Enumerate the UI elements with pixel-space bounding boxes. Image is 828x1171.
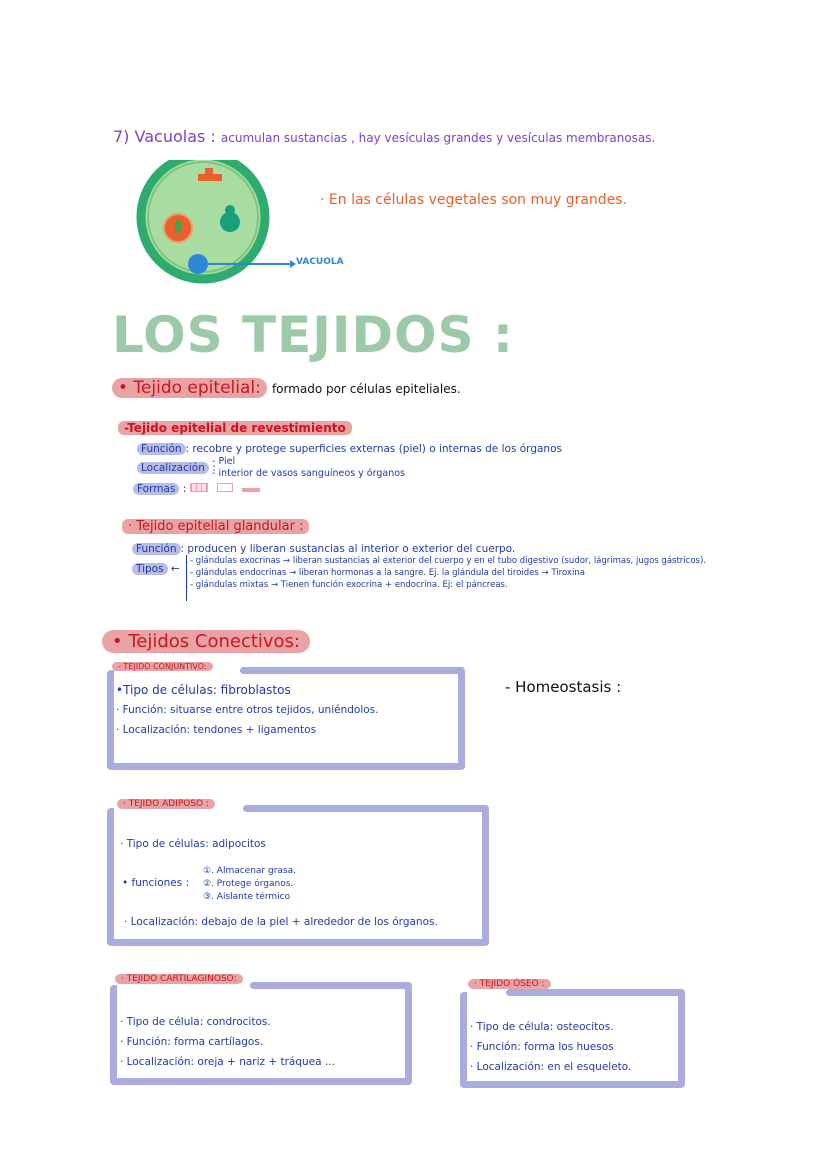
list-item: ①. Almacenar grasa. xyxy=(203,866,296,876)
vacuolas-desc: acumulan sustancias , hay vesículas grandes y vesículas membranosas. xyxy=(220,131,656,145)
cell-shape-icon xyxy=(190,483,208,492)
list-item: ②. Protege órganos. xyxy=(203,879,294,889)
epitelial-title: • Tejido epitelial: xyxy=(112,378,267,398)
adiposo-funciones-label: • funciones : xyxy=(122,877,190,889)
funcion-label: Función xyxy=(132,543,181,555)
oseo-title: · TEJIDO ÓSEO : xyxy=(468,979,551,989)
loc-item: - interior de vasos sanguíneos y órganos xyxy=(212,468,405,479)
epitelial-heading xyxy=(112,378,461,398)
list-item: ③. Aislante térmico xyxy=(203,892,291,902)
vacuola-icon xyxy=(188,254,208,274)
tipo-item: - glándulas exocrinas → liberan sustancias al exterior del cuerpo y en el tubo digestivo (sudor, lágrimas, jugos gástricos). xyxy=(190,556,706,566)
cell-shape-icon xyxy=(217,483,233,492)
adiposo-localizacion: · Localización: debajo de la piel + alrededor de los órganos. xyxy=(124,916,438,928)
revestimiento-funcion xyxy=(137,443,562,455)
vacuolas-note: · En las células vegetales son muy grandes. xyxy=(320,192,628,208)
oseo-list xyxy=(470,1017,631,1077)
plant-cell-diagram xyxy=(130,160,350,290)
epitelial-desc: formado por células epiteliales. xyxy=(271,382,461,396)
adiposo-funciones xyxy=(203,865,296,904)
localizacion-label: Localización xyxy=(137,462,209,474)
tipo-item: - glándulas endocrinas → liberan hormonas a la sangre. Ej. la glándula del tiroides → Tiroxina xyxy=(190,568,585,578)
tipo-item: - glándulas mixtas → Tienen función exocrina + endocrina. Ej: el páncreas. xyxy=(190,580,508,590)
list-item: · Función: forma cartílagos. xyxy=(120,1036,264,1048)
conectivos-title: • Tejidos Conectivos: xyxy=(102,630,310,653)
glandular-funcion xyxy=(132,543,515,555)
list-item: · Localización: tendones + ligamentos xyxy=(116,724,317,736)
cell-shape-icon xyxy=(242,488,260,492)
vacuolas-heading xyxy=(113,127,655,146)
revestimiento-title: -Tejido epitelial de revestimiento xyxy=(118,421,352,435)
list-item: · Tipo de célula: condrocitos. xyxy=(120,1016,271,1028)
formas-label: Formas xyxy=(133,483,179,495)
glandular-title: · Tejido epitelial glandular : xyxy=(122,519,309,534)
page-title: LOS TEJIDOS : xyxy=(112,306,514,364)
list-item: · Función: forma los huesos xyxy=(470,1041,614,1053)
localizacion-list xyxy=(212,456,405,480)
vacuolas-title: 7) Vacuolas : xyxy=(113,127,216,146)
list-item: · Función: situarse entre otros tejidos, uniéndolos. xyxy=(116,704,379,716)
tipos-list xyxy=(186,555,706,601)
organelle-icon xyxy=(198,174,222,181)
conjuntivo-title: - TEJIDO CONJUNTIVO: xyxy=(112,662,213,671)
cartilaginoso-title: · TEJIDO CARTILAGINOSO: xyxy=(115,974,243,984)
adiposo-title: · TEJIDO ADIPOSO : xyxy=(117,799,215,809)
list-item: · Localización: oreja + nariz + tráquea ... xyxy=(120,1056,335,1068)
homeostasis-heading: - Homeostasis : xyxy=(505,678,622,696)
revestimiento-localizacion: Localización : xyxy=(137,462,216,474)
revestimiento-formas: Formas : xyxy=(133,483,260,495)
list-item: · Tipo de célula: osteocitos. xyxy=(470,1021,614,1033)
glandular-tipos: Tipos ← xyxy=(132,563,180,575)
funcion-label: Función xyxy=(137,443,186,455)
cartilaginoso-list xyxy=(120,1012,335,1072)
conjuntivo-list xyxy=(116,680,378,740)
funcion-text: : producen y liberan sustancias al interior o exterior del cuerpo. xyxy=(180,543,516,555)
adiposo-tipo: · Tipo de células: adipocitos xyxy=(120,838,266,850)
tipos-label: Tipos xyxy=(132,563,168,575)
list-item: · Localización: en el esqueleto. xyxy=(470,1061,632,1073)
list-item: •Tipo de células: fibroblastos xyxy=(116,683,291,697)
loc-item: - Piel xyxy=(212,456,236,467)
funcion-text: : recobre y protege superficies externas (piel) o internas de los órganos xyxy=(185,443,562,455)
vacuola-label: VACUOLA xyxy=(296,257,344,267)
